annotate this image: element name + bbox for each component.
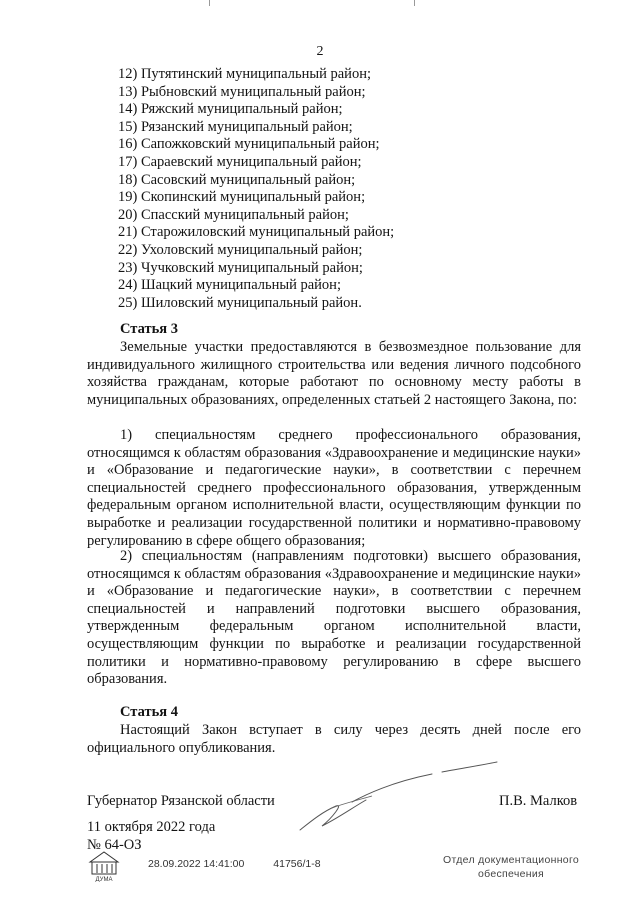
list-item: 17) Сараевский муниципальный район; <box>118 153 362 170</box>
list-item: 23) Чучковский муниципальный район; <box>118 259 363 276</box>
handwritten-signature <box>292 760 502 840</box>
registration-stamp <box>148 858 347 870</box>
governor-title: Губернатор Рязанской области <box>87 793 275 809</box>
list-item: 21) Старожиловский муниципальный район; <box>118 224 395 241</box>
list-item: 25) Шиловский муниципальный район. <box>118 294 362 311</box>
duma-logo-icon <box>86 848 122 882</box>
list-item: 16) Сапожковский муниципальный район; <box>118 136 380 153</box>
scan-mark <box>209 0 210 6</box>
governor-name: П.В. Малков <box>499 793 578 809</box>
district-list <box>118 66 394 312</box>
list-item: 14) Ряжский муниципальный район; <box>118 101 343 118</box>
list-item: 15) Рязанский муниципальный район; <box>118 118 353 135</box>
department-line-2: обеспечения <box>478 868 544 880</box>
stamp-timestamp: 28.09.2022 14:41:00 <box>148 858 245 870</box>
law-date: 11 октября 2022 года <box>87 819 216 835</box>
article-3-heading: Статья 3 <box>120 321 178 337</box>
article-3-item-2: 2) специальностям (направлениям подготовки) высшего образования, относящимся к областям образования «Здравоохранение и медицинские науки» и «Образование и педагогические науки», в соответствии с перечнем специальностей и направлений подготовки высшего образования, утвержденным федеральным органом исполнительной власти, осуществляющим функции по выработке и реализации государственной политики и нормативно-правовому регулированию в сфере высшего образования. <box>87 548 581 688</box>
article-3-item-1: 1) специальностям среднего профессионального образования, относящимся к областям образования «Здравоохранение и медицинские науки» и «Образование и педагогические науки», в соответствии с перечнем специальностей среднего профессионального образования, утвержденным федеральным органом исполнительной власти, осуществляющим функции по выработке и реализации государственной политики и нормативно-правовому регулированию в сфере общего образования; <box>87 427 581 549</box>
department-line-1: Отдел документационного <box>443 854 579 866</box>
page-number: 2 <box>316 44 324 59</box>
list-item: 13) Рыбновский муниципальный район; <box>118 83 366 100</box>
list-item: 12) Путятинский муниципальный район; <box>118 66 371 82</box>
article-4-text: Настоящий Закон вступает в силу через десять дней после его официального опубликования. <box>87 722 581 756</box>
logo-caption: ДУМА <box>95 877 113 882</box>
list-item: 19) Скопинский муниципальный район; <box>118 189 366 206</box>
list-item: 20) Спасский муниципальный район; <box>118 206 349 223</box>
article-3-intro: Земельные участки предоставляются в безвозмездное пользование для индивидуального жилищного строительства или ведения личного подсобного хозяйства гражданам, которые работают по основному месту работы в муниципальных образованиях, определенных статьей 2 настоящего Закона, по: <box>87 339 581 408</box>
list-item: 18) Сасовский муниципальный район; <box>118 171 356 188</box>
law-number: № 64-ОЗ <box>87 837 142 853</box>
department-stamp <box>436 853 586 881</box>
stamp-doc-id: 41756/1-8 <box>273 858 321 870</box>
list-item: 24) Шацкий муниципальный район; <box>118 277 341 294</box>
article-4-heading: Статья 4 <box>120 704 178 720</box>
scan-mark <box>414 0 415 6</box>
list-item: 22) Ухоловский муниципальный район; <box>118 241 363 258</box>
